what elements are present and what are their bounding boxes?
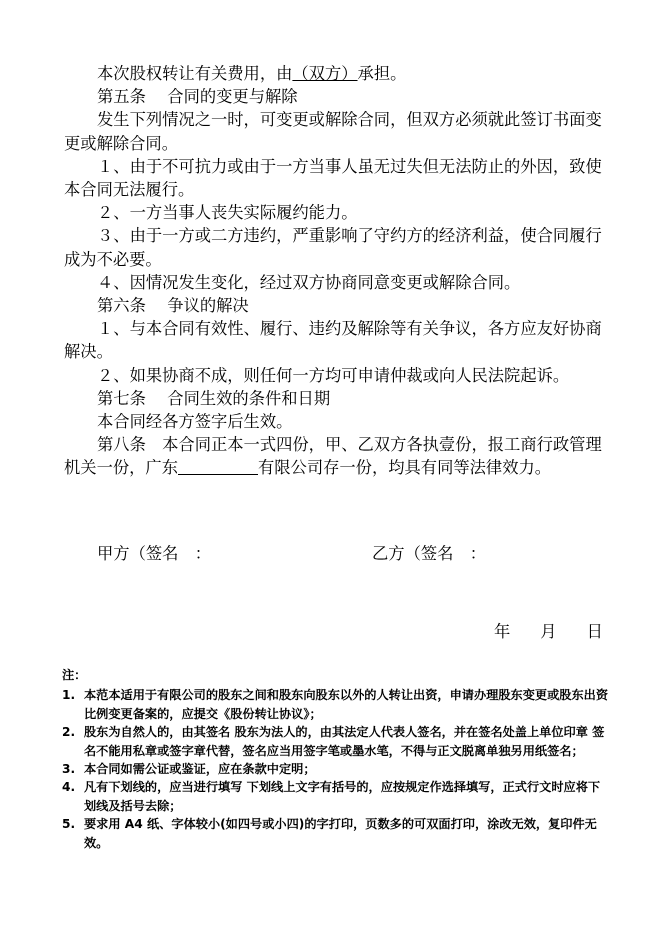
note-number: 3. [62, 762, 76, 777]
article-6-item: ２、如果协商不成，则任何一方均可申请仲裁或向人民法院起诉。 [97, 365, 570, 385]
notes-section [62, 666, 612, 852]
article-5-item: ４、因情况发生变化，经过双方协商同意变更或解除合同。 [97, 272, 521, 292]
date-day: 日 [586, 622, 603, 641]
fee-clause [64, 62, 612, 85]
note-text: 本范本适用于有限公司的股东之间和股东向股东以外的人转让出资，申请办理股东变更或股东出资比例变更备案的，应提交《股份转让协议》； [84, 688, 609, 721]
notes-title: 注： [62, 668, 87, 682]
note-number: 4. [62, 780, 76, 795]
note-text: 本合同如需公证或鉴证，应在条款中定明； [84, 762, 316, 777]
date-year: 年 [494, 622, 511, 641]
article-8-text: 第八条 本合同正本一式四份，甲、乙双方各执壹份，报工商行政管理机关一份，广东 [64, 435, 602, 478]
contract-body [64, 62, 612, 480]
note-item [62, 778, 612, 815]
note-text: 凡有下划线的，应当进行填写 下划线上文字有括号的，应按规定作选择填写，正式行文时应将下划线及括号去除； [84, 780, 601, 813]
notes-list [62, 686, 612, 852]
note-number: 2. [62, 725, 76, 740]
article-5-intro: 发生下列情况之一时，可变更或解除合同，但双方必须就此签订书面变更或解除合同。 [64, 110, 602, 153]
note-item [62, 686, 612, 723]
note-number: 1. [62, 688, 76, 703]
article-5-item: ２、一方当事人丧失实际履约能力。 [97, 203, 358, 223]
article-6-heading: 第六条 争议的解决 [97, 296, 249, 316]
article-5-item: ３、由于一方或二方违约，严重影响了守约方的经济利益，使合同履行成为不必要。 [64, 226, 602, 269]
party-b-signature: 乙方（签名 ： [372, 544, 486, 563]
article-8 [64, 433, 612, 479]
note-item [62, 723, 612, 760]
article-7-heading: 第七条 合同生效的条件和日期 [97, 388, 331, 408]
date-month: 月 [540, 622, 557, 641]
note-text: 要求用 A4 纸、字体较小(如四号或小四)的字打印，页数多的可双面打印，涂改无效，复印件无效。 [84, 817, 597, 850]
party-a-signature: 甲方（签名 ： [97, 544, 211, 563]
note-number: 5. [62, 817, 76, 832]
article-6-item: １、与本合同有效性、履行、违约及解除等有关争议，各方应友好协商解决。 [64, 319, 602, 362]
company-name-blank[interactable] [178, 458, 258, 475]
article-5-item: １、由于不可抗力或由于一方当事人虽无过失但无法防止的外因，致使本合同无法履行。 [64, 156, 602, 200]
article-5-heading: 第五条 合同的变更与解除 [97, 87, 298, 107]
note-item [62, 760, 612, 778]
fee-party-underlined: （双方） [292, 64, 358, 83]
fee-text-end: 承担。 [357, 64, 407, 83]
fee-text: 本次股权转让有关费用，由 [97, 64, 293, 83]
article-8-text-end: 有限公司存一份，均具有同等法律效力。 [257, 458, 552, 478]
signing-date [494, 618, 603, 642]
note-item [62, 815, 612, 852]
article-7-text: 本合同经各方签字后生效。 [97, 412, 293, 432]
note-text: 股东为自然人的，由其签名 股东为法人的，由其法定人代表人签名，并在签名处盖上单位印章 签名不能用私章或签字章代替，签名应当用签字笔或墨水笔，不得与正文脱离单独另用纸签名； [84, 725, 605, 758]
